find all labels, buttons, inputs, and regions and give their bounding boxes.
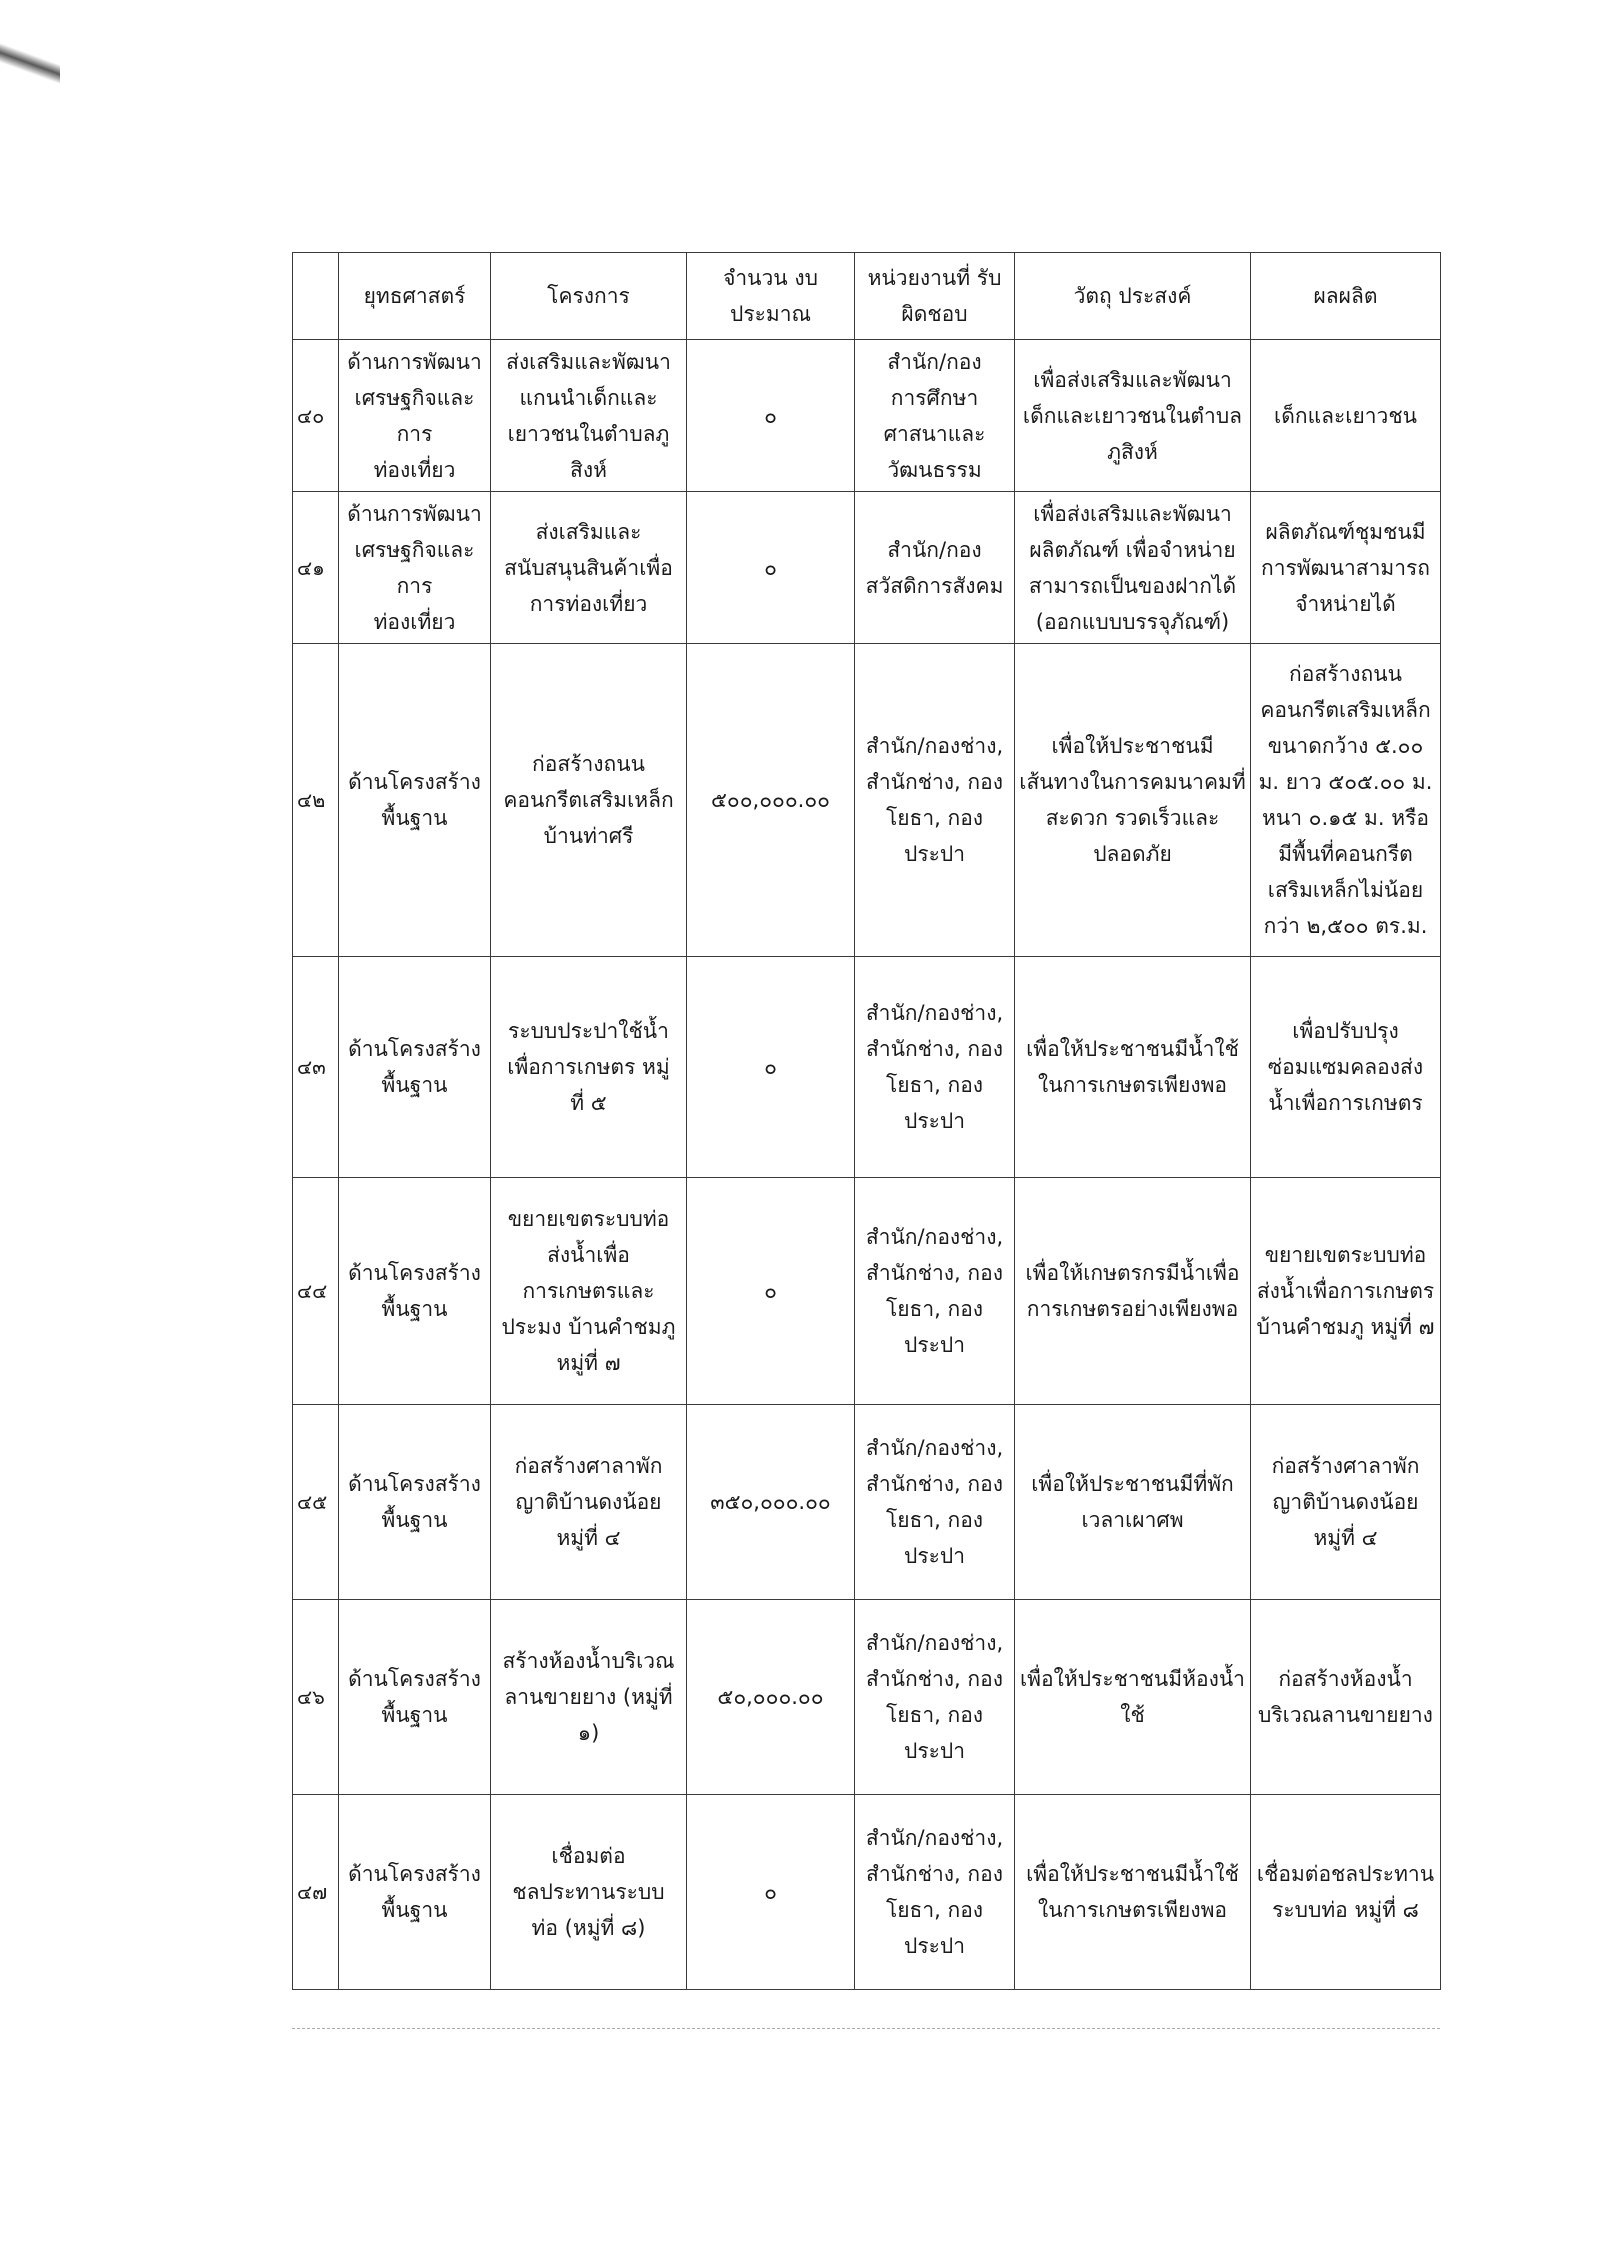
row-budget: ๐ — [687, 1178, 855, 1405]
row-number: ๔๕ — [293, 1405, 339, 1600]
row-number: ๔๗ — [293, 1795, 339, 1990]
row-strategy: ด้านโครงสร้าง พื้นฐาน — [339, 957, 491, 1178]
row-output: เพื่อปรับปรุง ซ่อมแซมคลองส่ง น้ำเพื่อการเกษตร — [1251, 957, 1441, 1178]
table-row — [293, 492, 1441, 644]
row-project: ขยายเขตระบบท่อ ส่งน้ำเพื่อ การเกษตรและ ประมง บ้านคำชมภู หมู่ที่ ๗ — [491, 1178, 687, 1405]
row-strategy: ด้านการพัฒนา เศรษฐกิจและการ ท่องเที่ยว — [339, 492, 491, 644]
row-strategy: ด้านโครงสร้าง พื้นฐาน — [339, 1600, 491, 1795]
header-objective: วัตถุ ประสงค์ — [1015, 253, 1251, 340]
row-strategy: ด้านโครงสร้าง พื้นฐาน — [339, 1795, 491, 1990]
row-agency: สำนัก/กอง การศึกษา ศาสนาและ วัฒนธรรม — [855, 340, 1015, 492]
header-budget: จำนวน งบประมาณ — [687, 253, 855, 340]
row-objective: เพื่อส่งเสริมและพัฒนา ผลิตภัณฑ์ เพื่อจำหน่าย สามารถเป็นของฝากได้ (ออกแบบบรรจุภัณฑ์) — [1015, 492, 1251, 644]
row-objective: เพื่อให้ประชาชนมีน้ำใช้ ในการเกษตรเพียงพอ — [1015, 957, 1251, 1178]
row-budget: ๐ — [687, 492, 855, 644]
row-strategy: ด้านโครงสร้าง พื้นฐาน — [339, 1178, 491, 1405]
row-agency: สำนัก/กองช่าง, สำนักช่าง, กอง โยธา, กอง ประปา — [855, 1178, 1015, 1405]
row-objective: เพื่อให้ประชาชนมีน้ำใช้ ในการเกษตรเพียงพอ — [1015, 1795, 1251, 1990]
row-project: ระบบประปาใช้น้ำ เพื่อการเกษตร หมู่ ที่ ๕ — [491, 957, 687, 1178]
row-number: ๔๐ — [293, 340, 339, 492]
row-output: เชื่อมต่อชลประทาน ระบบท่อ หมู่ที่ ๘ — [1251, 1795, 1441, 1990]
row-output: ก่อสร้างถนน คอนกรีตเสริมเหล็ก ขนาดกว้าง ๕.๐๐ ม. ยาว ๕๐๕.๐๐ ม. หนา ๐.๑๕ ม. หรือ มีพื้นที่คอนกรีต เสริมเหล็กไม่น้อย กว่า ๒,๕๐๐ ตร.ม. — [1251, 644, 1441, 957]
row-budget: ๕๐๐,๐๐๐.๐๐ — [687, 644, 855, 957]
row-budget: ๐ — [687, 340, 855, 492]
row-budget: ๕๐,๐๐๐.๐๐ — [687, 1600, 855, 1795]
table-row — [293, 1600, 1441, 1795]
table-row — [293, 1405, 1441, 1600]
row-agency: สำนัก/กองช่าง, สำนักช่าง, กอง โยธา, กอง ประปา — [855, 1600, 1015, 1795]
row-objective: เพื่อให้ประชาชนมี เส้นทางในการคมนาคมที่ สะดวก รวดเร็วและ ปลอดภัย — [1015, 644, 1251, 957]
header-agency: หน่วยงานที่ รับผิดชอบ — [855, 253, 1015, 340]
row-project: เชื่อมต่อ ชลประทานระบบ ท่อ (หมู่ที่ ๘) — [491, 1795, 687, 1990]
row-number: ๔๓ — [293, 957, 339, 1178]
row-project: สร้างห้องน้ำบริเวณ ลานขายยาง (หมู่ที่ ๑) — [491, 1600, 687, 1795]
row-objective: เพื่อให้ประชาชนมีที่พัก เวลาเผาศพ — [1015, 1405, 1251, 1600]
header-strategy: ยุทธศาสตร์ — [339, 253, 491, 340]
project-table — [292, 252, 1441, 1990]
row-number: ๔๖ — [293, 1600, 339, 1795]
table-row — [293, 957, 1441, 1178]
row-output: ก่อสร้างห้องน้ำ บริเวณลานขายยาง — [1251, 1600, 1441, 1795]
row-project: ก่อสร้างถนน คอนกรีตเสริมเหล็ก บ้านท่าศรี — [491, 644, 687, 957]
row-budget: ๐ — [687, 1795, 855, 1990]
row-project: ก่อสร้างศาลาพัก ญาติบ้านดงน้อย หมู่ที่ ๔ — [491, 1405, 687, 1600]
row-agency: สำนัก/กอง สวัสดิการสังคม — [855, 492, 1015, 644]
row-number: ๔๑ — [293, 492, 339, 644]
table-row — [293, 644, 1441, 957]
row-objective: เพื่อให้เกษตรกรมีน้ำเพื่อ การเกษตรอย่างเพียงพอ — [1015, 1178, 1251, 1405]
row-agency: สำนัก/กองช่าง, สำนักช่าง, กอง โยธา, กอง ประปา — [855, 1405, 1015, 1600]
row-strategy: ด้านโครงสร้าง พื้นฐาน — [339, 1405, 491, 1600]
row-output: ขยายเขตระบบท่อ ส่งน้ำเพื่อการเกษตร บ้านคำชมภู หมู่ที่ ๗ — [1251, 1178, 1441, 1405]
table-row — [293, 340, 1441, 492]
row-agency: สำนัก/กองช่าง, สำนักช่าง, กอง โยธา, กอง ประปา — [855, 644, 1015, 957]
row-number: ๔๒ — [293, 644, 339, 957]
row-agency: สำนัก/กองช่าง, สำนักช่าง, กอง โยธา, กอง ประปา — [855, 1795, 1015, 1990]
row-output: เด็กและเยาวชน — [1251, 340, 1441, 492]
row-objective: เพื่อให้ประชาชนมีห้องน้ำ ใช้ — [1015, 1600, 1251, 1795]
row-strategy: ด้านโครงสร้าง พื้นฐาน — [339, 644, 491, 957]
row-agency: สำนัก/กองช่าง, สำนักช่าง, กอง โยธา, กอง ประปา — [855, 957, 1015, 1178]
table-row — [293, 1178, 1441, 1405]
header-project: โครงการ — [491, 253, 687, 340]
row-output: ก่อสร้างศาลาพัก ญาติบ้านดงน้อย หมู่ที่ ๔ — [1251, 1405, 1441, 1600]
row-objective: เพื่อส่งเสริมและพัฒนา เด็กและเยาวชนในตำบล ภูสิงห์ — [1015, 340, 1251, 492]
row-strategy: ด้านการพัฒนา เศรษฐกิจและการ ท่องเที่ยว — [339, 340, 491, 492]
table-row — [293, 1795, 1441, 1990]
row-budget: ๓๕๐,๐๐๐.๐๐ — [687, 1405, 855, 1600]
row-number: ๔๔ — [293, 1178, 339, 1405]
page-bottom-rule — [292, 2028, 1440, 2029]
row-project: ส่งเสริมและพัฒนา แกนนำเด็กและ เยาวชนในตำบลภู สิงห์ — [491, 340, 687, 492]
header-no — [293, 253, 339, 340]
scan-corner-shadow — [0, 0, 60, 140]
row-output: ผลิตภัณฑ์ชุมชนมี การพัฒนาสามารถ จำหน่ายได้ — [1251, 492, 1441, 644]
table-header-row — [293, 253, 1441, 340]
row-project: ส่งเสริมและ สนับสนุนสินค้าเพื่อ การท่องเที่ยว — [491, 492, 687, 644]
row-budget: ๐ — [687, 957, 855, 1178]
header-output: ผลผลิต — [1251, 253, 1441, 340]
